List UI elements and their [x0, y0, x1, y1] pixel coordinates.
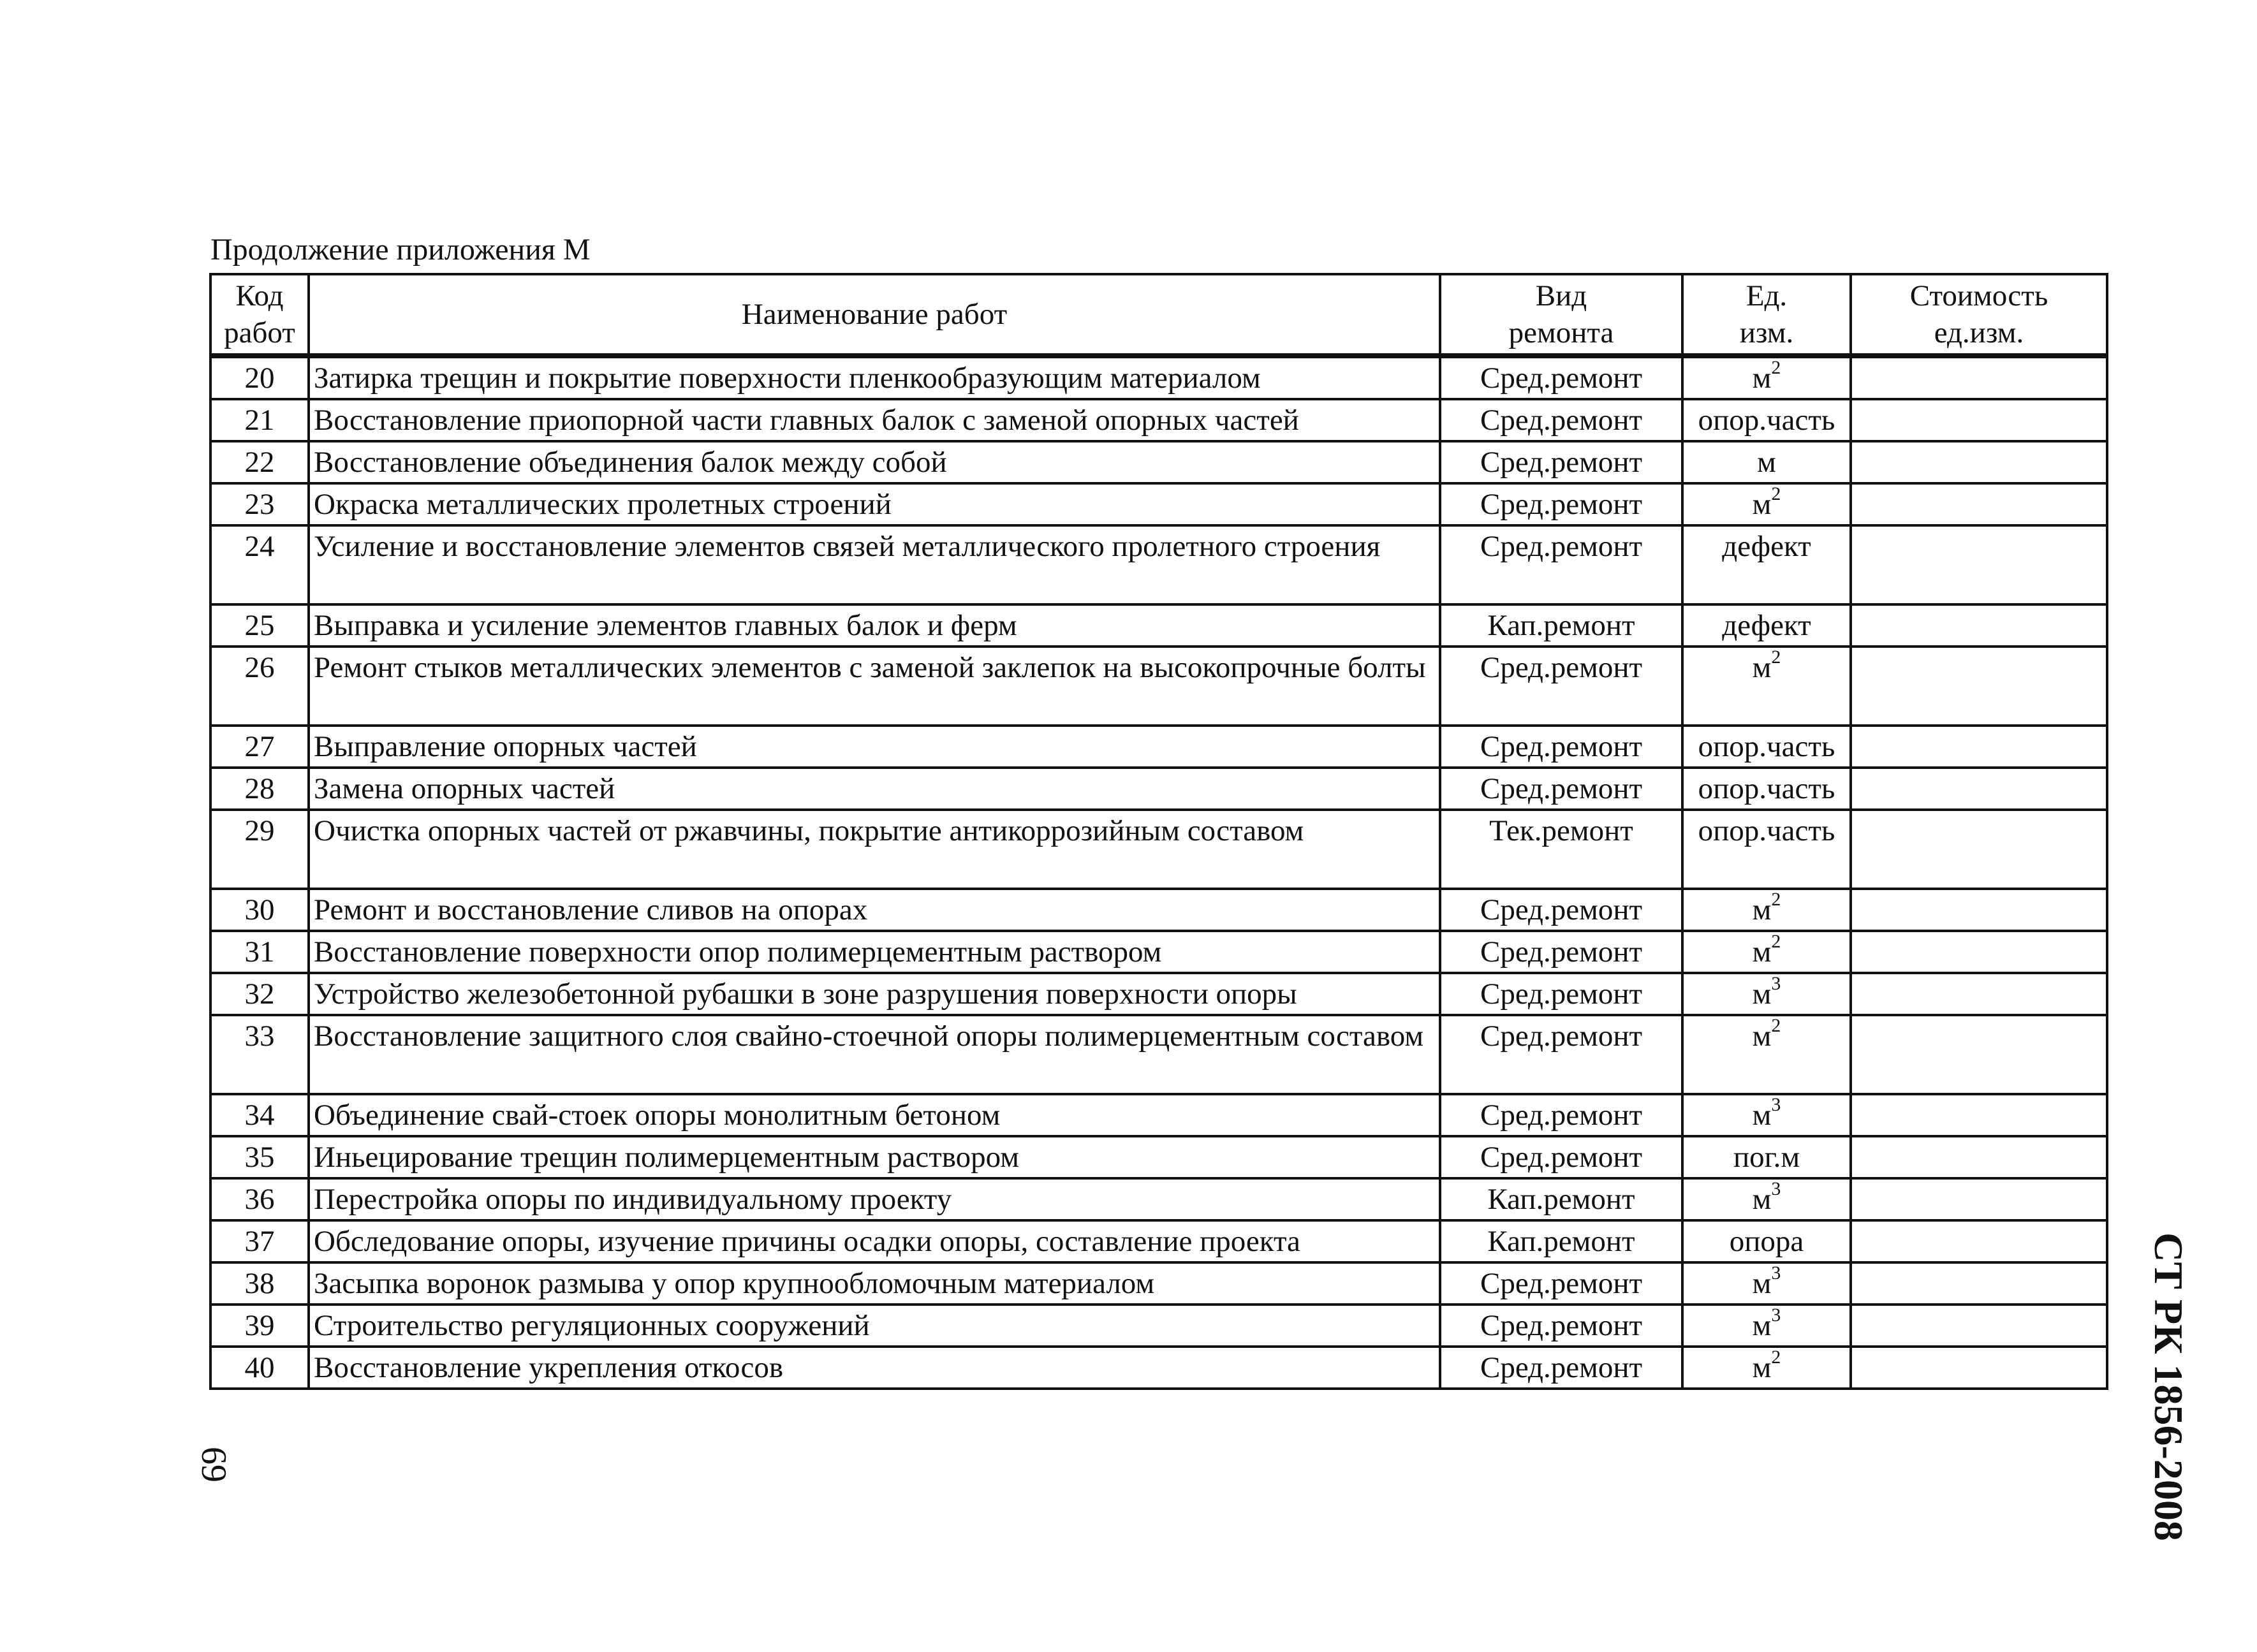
row-kind-cell: Сред.ремонт [1440, 1136, 1682, 1178]
row-cost-cell [1851, 647, 2107, 726]
unit-exponent: 2 [1771, 1015, 1781, 1036]
row-cost-cell [1851, 889, 2107, 931]
row-unit-cell [1682, 441, 1851, 483]
unit-value: м [1752, 1099, 1772, 1132]
row-kind-cell: Сред.ремонт [1440, 1262, 1682, 1305]
row-kind-cell: Сред.ремонт [1440, 483, 1682, 525]
row-kind-cell: Сред.ремонт [1440, 1094, 1682, 1136]
row-cost-cell [1851, 525, 2107, 604]
row-unit-cell [1682, 1305, 1851, 1347]
row-unit-cell [1682, 1094, 1851, 1136]
row-kind-cell: Сред.ремонт [1440, 1305, 1682, 1347]
table-row [210, 483, 2107, 525]
unit-value: м [1752, 1267, 1772, 1300]
row-cost-cell [1851, 1015, 2107, 1094]
row-name-cell: Усиление и восстановление элементов связей металлического пролетного строения [309, 525, 1440, 604]
row-unit-cell [1682, 483, 1851, 525]
row-cost-cell [1851, 810, 2107, 889]
row-name-cell: Ремонт стыков металлических элементов с заменой заклепок на высокопрочные болты [309, 647, 1440, 726]
unit-value: дефект [1722, 530, 1811, 563]
row-cost-cell [1851, 1178, 2107, 1220]
unit-exponent: 2 [1771, 357, 1781, 378]
row-name-cell: Выправление опорных частей [309, 726, 1440, 768]
row-unit-cell [1682, 1262, 1851, 1305]
unit-value: м [1752, 1183, 1772, 1216]
row-unit-cell [1682, 973, 1851, 1015]
table-row [210, 768, 2107, 810]
unit-value: м [1757, 446, 1776, 479]
row-kind-cell: Сред.ремонт [1440, 647, 1682, 726]
row-cost-cell [1851, 768, 2107, 810]
row-kind-cell: Сред.ремонт [1440, 356, 1682, 399]
row-name-cell: Выправка и усиление элементов главных балок и ферм [309, 604, 1440, 647]
table-row [210, 604, 2107, 647]
table-row [210, 973, 2107, 1015]
row-unit-cell [1682, 356, 1851, 399]
table-row [210, 1178, 2107, 1220]
unit-exponent: 2 [1771, 647, 1781, 668]
row-cost-cell [1851, 1094, 2107, 1136]
unit-exponent: 2 [1771, 1347, 1781, 1368]
table-header-row [210, 274, 2107, 356]
row-kind-cell: Сред.ремонт [1440, 931, 1682, 973]
table-row [210, 399, 2107, 441]
row-kind-cell: Кап.ремонт [1440, 604, 1682, 647]
row-name-cell: Очистка опорных частей от ржавчины, покрытие антикоррозийным составом [309, 810, 1440, 889]
header-name-text: Наименование работ [741, 298, 1008, 331]
row-code-cell: 28 [210, 768, 309, 810]
row-cost-cell [1851, 441, 2107, 483]
table-row [210, 931, 2107, 973]
row-unit-cell [1682, 1220, 1851, 1262]
unit-value: опор.часть [1698, 730, 1835, 763]
unit-value: м [1752, 1309, 1772, 1342]
row-name-cell: Иньецирование трещин полимерцементным раствором [309, 1136, 1440, 1178]
row-unit-cell [1682, 768, 1851, 810]
table-row [210, 1262, 2107, 1305]
header-code-line2: работ [224, 316, 295, 349]
row-name-cell: Затирка трещин и покрытие поверхности пленкообразующим материалом [309, 356, 1440, 399]
unit-exponent: 3 [1771, 1305, 1781, 1326]
row-unit-cell [1682, 1015, 1851, 1094]
table-row [210, 356, 2107, 399]
row-code-cell: 40 [210, 1347, 309, 1389]
row-cost-cell [1851, 356, 2107, 399]
row-kind-cell: Сред.ремонт [1440, 441, 1682, 483]
unit-value: м [1752, 1351, 1772, 1384]
unit-exponent: 2 [1771, 931, 1781, 952]
row-code-cell: 35 [210, 1136, 309, 1178]
row-unit-cell [1682, 604, 1851, 647]
table-row [210, 1136, 2107, 1178]
row-name-cell: Перестройка опоры по индивидуальному проекту [309, 1178, 1440, 1220]
row-cost-cell [1851, 1136, 2107, 1178]
unit-value: опор.часть [1698, 814, 1835, 847]
header-cost-line1: Стоимость [1909, 279, 2048, 312]
table-row [210, 1220, 2107, 1262]
table-row [210, 647, 2107, 726]
row-kind-cell: Тек.ремонт [1440, 810, 1682, 889]
row-code-cell: 26 [210, 647, 309, 726]
row-cost-cell [1851, 483, 2107, 525]
row-name-cell: Восстановление защитного слоя свайно-стоечной опоры полимерцементным составом [309, 1015, 1440, 1094]
row-code-cell: 32 [210, 973, 309, 1015]
unit-value: м [1752, 893, 1772, 926]
row-name-cell: Объединение свай-стоек опоры монолитным бетоном [309, 1094, 1440, 1136]
row-code-cell: 20 [210, 356, 309, 399]
unit-exponent: 2 [1771, 889, 1781, 910]
header-code-line1: Код [235, 279, 284, 312]
row-unit-cell [1682, 1136, 1851, 1178]
row-kind-cell: Сред.ремонт [1440, 399, 1682, 441]
row-cost-cell [1851, 1347, 2107, 1389]
table-row [210, 1305, 2107, 1347]
row-kind-cell: Сред.ремонт [1440, 1347, 1682, 1389]
unit-value: м [1752, 488, 1772, 521]
table-row [210, 1015, 2107, 1094]
row-unit-cell [1682, 525, 1851, 604]
unit-exponent: 2 [1771, 483, 1781, 504]
row-code-cell: 29 [210, 810, 309, 889]
row-kind-cell: Сред.ремонт [1440, 889, 1682, 931]
row-code-cell: 23 [210, 483, 309, 525]
unit-value: пог.м [1733, 1141, 1800, 1174]
row-cost-cell [1851, 726, 2107, 768]
unit-exponent: 3 [1771, 973, 1781, 994]
unit-value: м [1752, 362, 1772, 395]
row-cost-cell [1851, 604, 2107, 647]
unit-exponent: 3 [1771, 1178, 1781, 1199]
row-code-cell: 36 [210, 1178, 309, 1220]
row-code-cell: 37 [210, 1220, 309, 1262]
header-kind-line2: ремонта [1508, 316, 1614, 349]
row-unit-cell [1682, 399, 1851, 441]
table-row [210, 525, 2107, 604]
row-name-cell: Устройство железобетонной рубашки в зоне разрушения поверхности опоры [309, 973, 1440, 1015]
row-unit-cell [1682, 889, 1851, 931]
table-row [210, 889, 2107, 931]
row-kind-cell: Кап.ремонт [1440, 1220, 1682, 1262]
row-unit-cell [1682, 1347, 1851, 1389]
row-name-cell: Окраска металлических пролетных строений [309, 483, 1440, 525]
row-code-cell: 34 [210, 1094, 309, 1136]
unit-value: м [1752, 935, 1772, 969]
row-kind-cell: Сред.ремонт [1440, 1015, 1682, 1094]
header-name [309, 274, 1440, 356]
row-cost-cell [1851, 1262, 2107, 1305]
row-kind-cell: Кап.ремонт [1440, 1178, 1682, 1220]
row-name-cell: Восстановление укрепления откосов [309, 1347, 1440, 1389]
unit-exponent: 3 [1771, 1094, 1781, 1115]
page-number: 69 [194, 1447, 233, 1482]
row-code-cell: 24 [210, 525, 309, 604]
row-code-cell: 39 [210, 1305, 309, 1347]
row-unit-cell [1682, 810, 1851, 889]
row-code-cell: 21 [210, 399, 309, 441]
row-code-cell: 27 [210, 726, 309, 768]
row-kind-cell: Сред.ремонт [1440, 726, 1682, 768]
header-unit-line1: Ед. [1746, 279, 1788, 312]
works-table [209, 273, 2108, 1390]
table-body [210, 356, 2107, 1389]
table-row [210, 726, 2107, 768]
table-row [210, 810, 2107, 889]
row-name-cell: Восстановление объединения балок между собой [309, 441, 1440, 483]
row-code-cell: 31 [210, 931, 309, 973]
unit-value: опора [1729, 1225, 1804, 1258]
row-unit-cell [1682, 931, 1851, 973]
header-unit-line2: изм. [1739, 316, 1794, 349]
row-name-cell: Обследование опоры, изучение причины осадки опоры, составление проекта [309, 1220, 1440, 1262]
row-unit-cell [1682, 647, 1851, 726]
header-kind-line1: Вид [1535, 279, 1587, 312]
header-unit [1682, 274, 1851, 356]
row-name-cell: Строительство регуляционных сооружений [309, 1305, 1440, 1347]
row-name-cell: Ремонт и восстановление сливов на опорах [309, 889, 1440, 931]
unit-value: опор.часть [1698, 404, 1835, 437]
table-row [210, 441, 2107, 483]
table-row [210, 1347, 2107, 1389]
unit-value: м [1752, 977, 1772, 1011]
table-row [210, 1094, 2107, 1136]
unit-value: м [1752, 651, 1772, 684]
row-code-cell: 33 [210, 1015, 309, 1094]
row-name-cell: Восстановление поверхности опор полимерцементным раствором [309, 931, 1440, 973]
row-cost-cell [1851, 931, 2107, 973]
unit-value: м [1752, 1020, 1772, 1053]
row-code-cell: 25 [210, 604, 309, 647]
unit-value: опор.часть [1698, 772, 1835, 805]
standard-code: СТ РК 1856-2008 [2146, 1232, 2191, 1541]
row-cost-cell [1851, 399, 2107, 441]
row-cost-cell [1851, 973, 2107, 1015]
row-cost-cell [1851, 1220, 2107, 1262]
unit-value: дефект [1722, 609, 1811, 642]
row-unit-cell [1682, 1178, 1851, 1220]
row-code-cell: 38 [210, 1262, 309, 1305]
header-kind [1440, 274, 1682, 356]
row-name-cell: Восстановление приопорной части главных балок с заменой опорных частей [309, 399, 1440, 441]
row-name-cell: Засыпка воронок размыва у опор крупнообломочным материалом [309, 1262, 1440, 1305]
row-code-cell: 22 [210, 441, 309, 483]
row-cost-cell [1851, 1305, 2107, 1347]
row-kind-cell: Сред.ремонт [1440, 525, 1682, 604]
row-unit-cell [1682, 726, 1851, 768]
header-cost [1851, 274, 2107, 356]
header-cost-line2: ед.изм. [1934, 316, 2024, 349]
row-kind-cell: Сред.ремонт [1440, 768, 1682, 810]
row-kind-cell: Сред.ремонт [1440, 973, 1682, 1015]
row-name-cell: Замена опорных частей [309, 768, 1440, 810]
row-code-cell: 30 [210, 889, 309, 931]
unit-exponent: 3 [1771, 1262, 1781, 1283]
table-caption: Продолжение приложения М [210, 233, 591, 267]
header-code [210, 274, 309, 356]
